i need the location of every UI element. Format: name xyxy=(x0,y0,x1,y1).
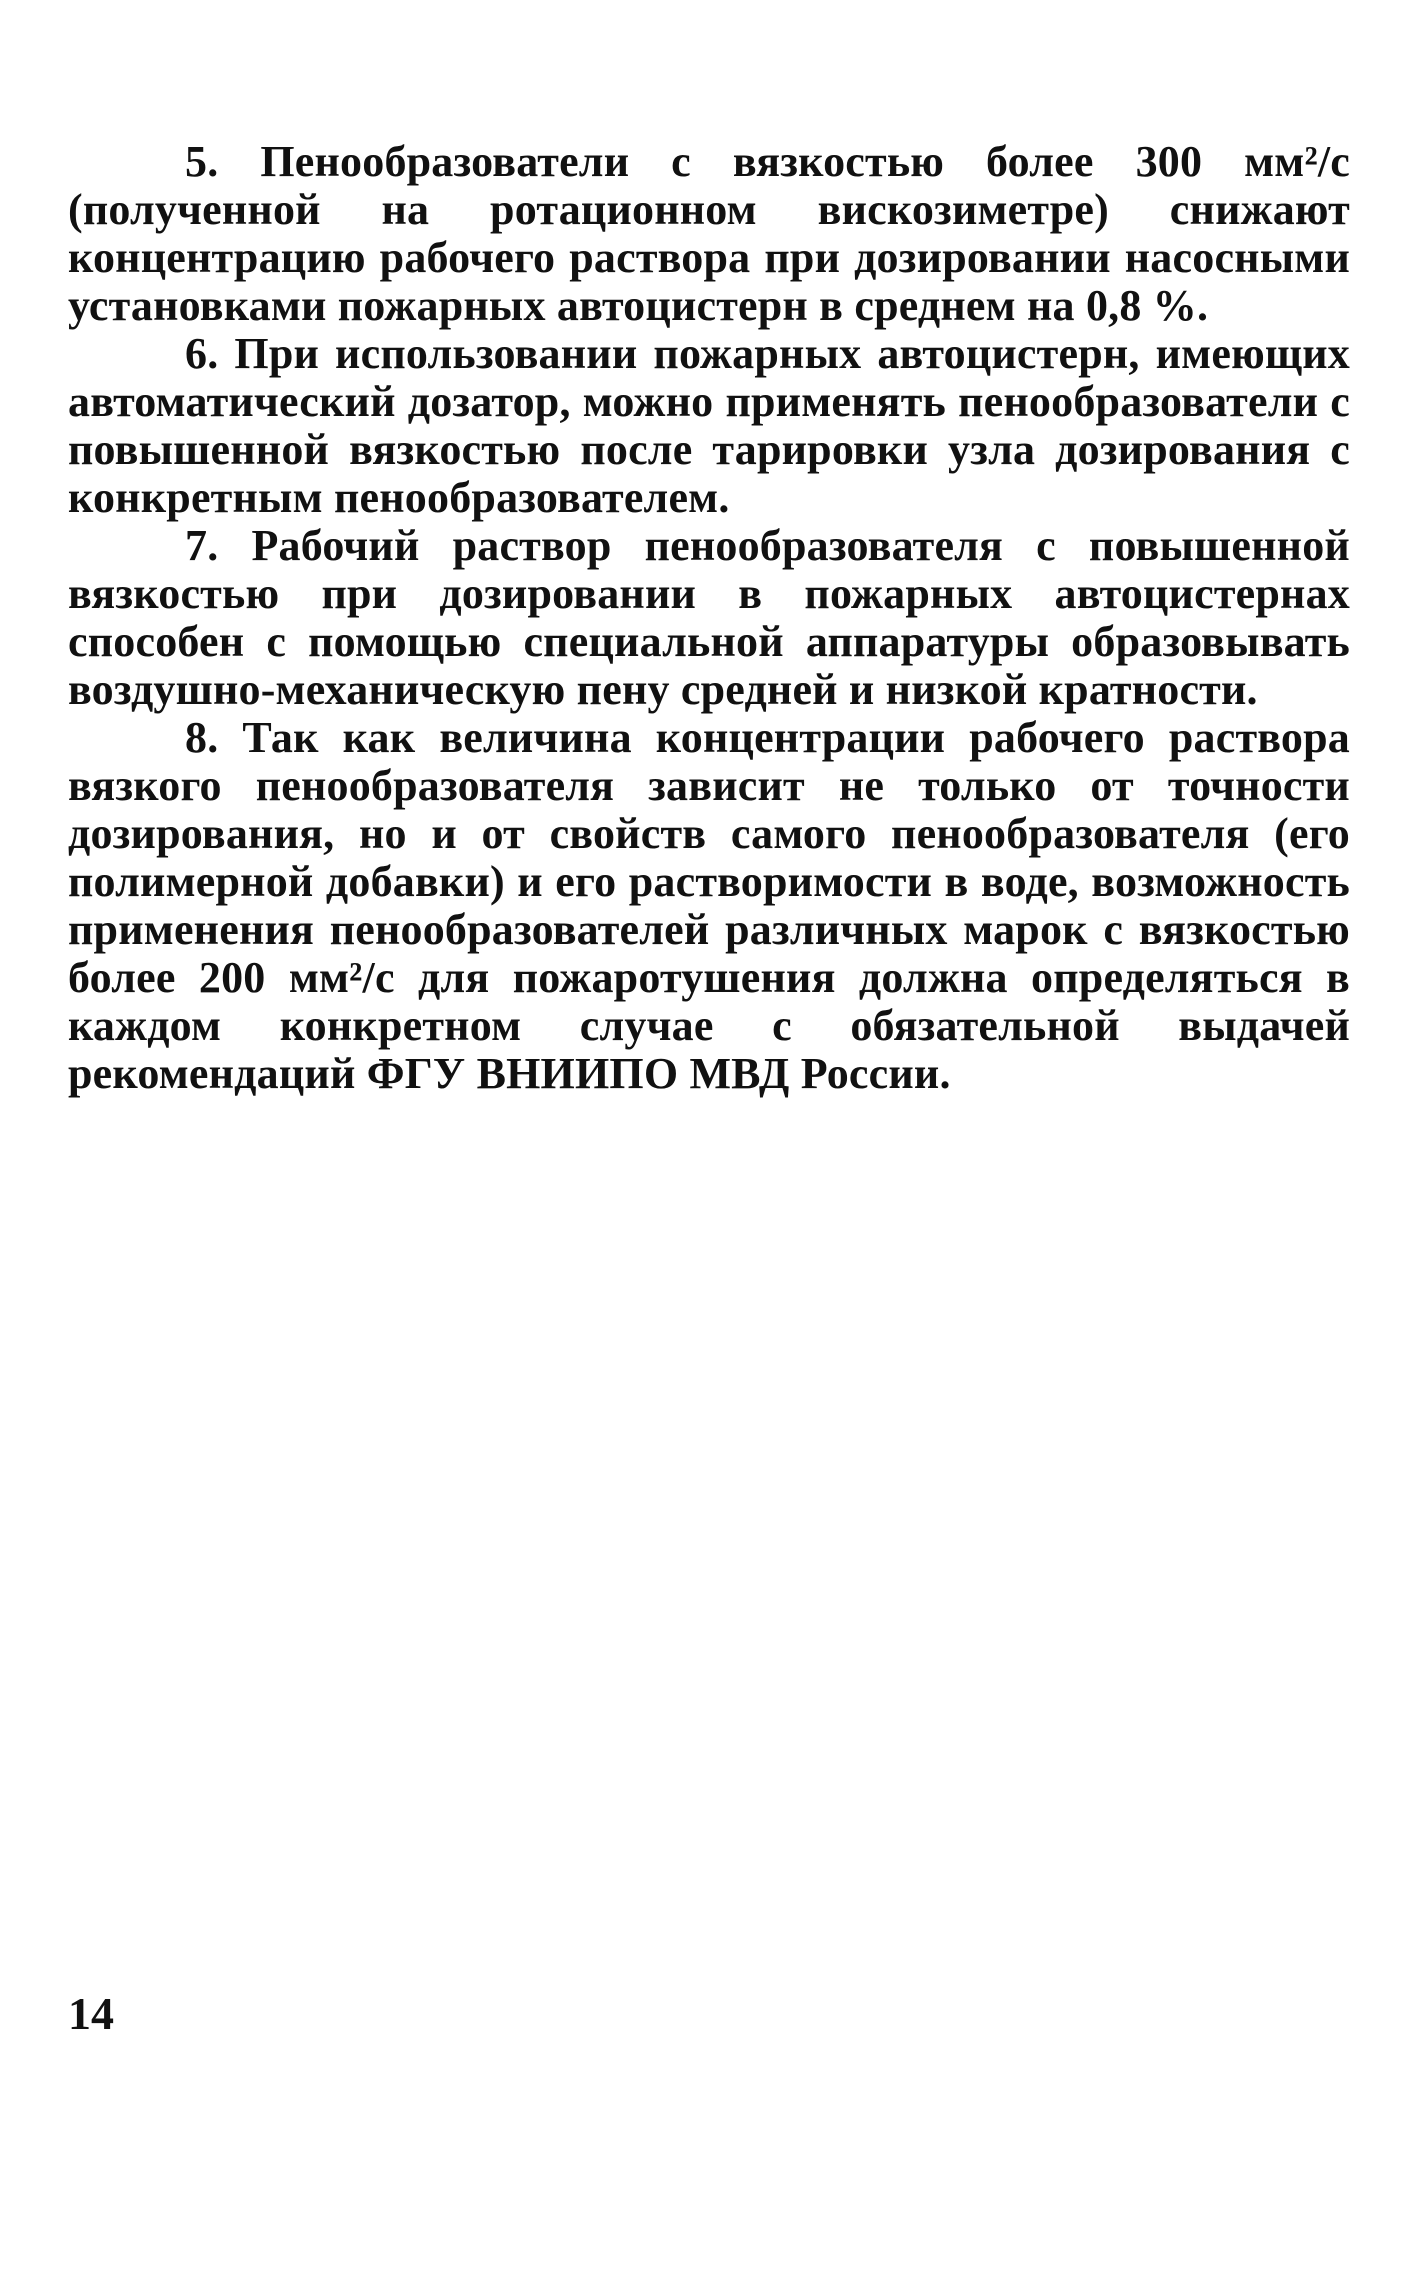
paragraph-6: 6. При использовании пожарных автоцистерн, имеющих автоматический дозатор, можно применять пенообразователи с повышенной вязкостью после тарировки узла дозирования с конкретным пенообразователем. xyxy=(68,329,1350,522)
paragraph-8: 8. Так как величина концентрации рабочего раствора вязкого пенообразователя зависит не только от точности дозирования, но и от свойств самого пенообразователя (его полимерной добавки) и его растворимости в воде, возможность применения пенообразователей различных марок с вязкостью более 200 мм²/с для пожаротушения должна определяться в каждом конкретном случае с обязательной выдачей рекомендаций ФГУ ВНИИПО МВД России. xyxy=(68,713,1350,1098)
page-number: 14 xyxy=(68,1988,114,2039)
page-body xyxy=(68,138,1350,1098)
paragraph-7: 7. Рабочий раствор пенообразователя с повышенной вязкостью при дозировании в пожарных автоцистернах способен с помощью специальной аппаратуры образовывать воздушно-механическую пену средней и низкой кратности. xyxy=(68,521,1350,714)
paragraph-5: 5. Пенообразователи с вязкостью более 300 мм²/с (полученной на ротационном вискозиметре) снижают концентрацию рабочего раствора при дозировании насосными установками пожарных автоцистерн в среднем на 0,8 %. xyxy=(68,137,1350,330)
